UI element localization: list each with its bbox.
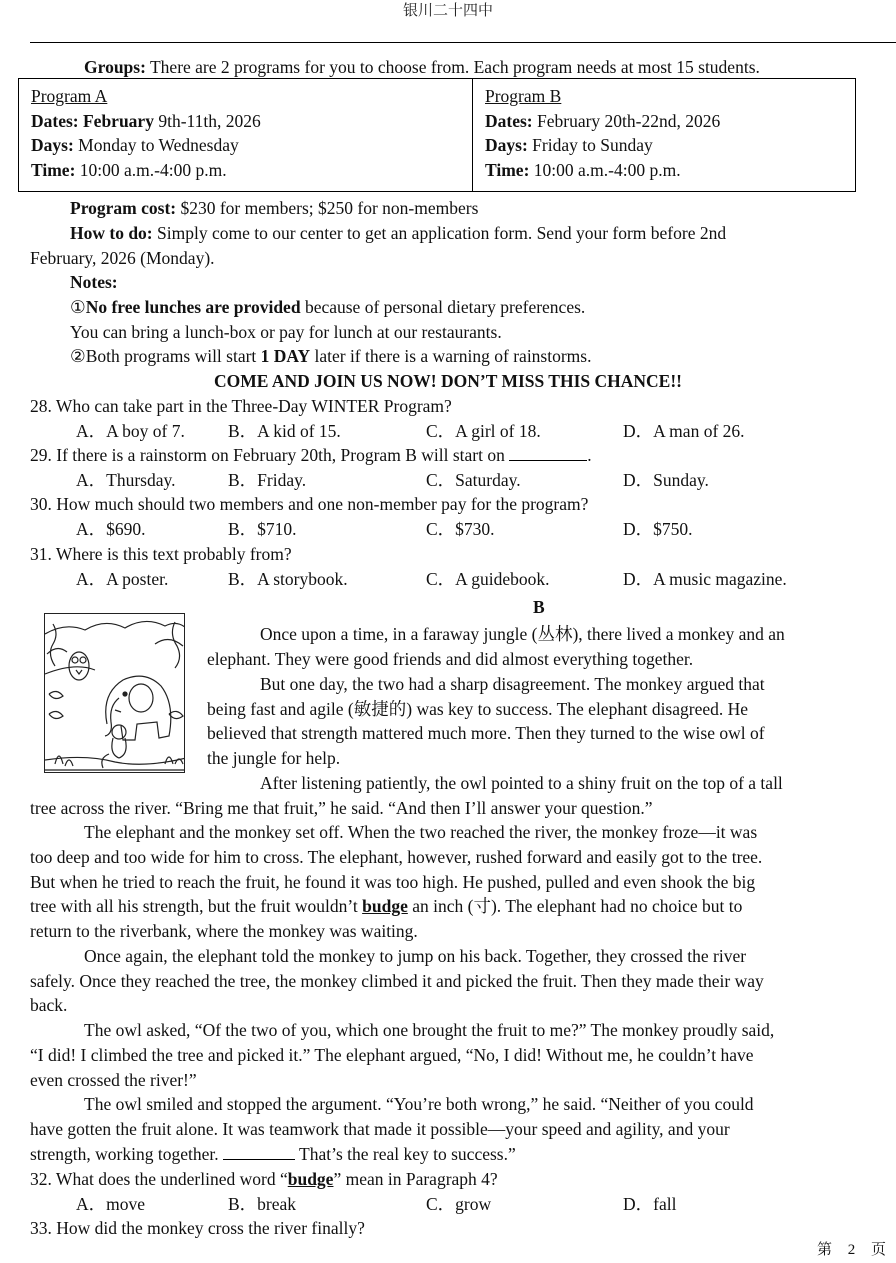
p7-line-3: strength, working together. That’s the real key to success.” bbox=[30, 1144, 516, 1164]
program-b-dates: Dates: February 20th-22nd, 2026 bbox=[485, 110, 721, 131]
header-rule bbox=[30, 42, 896, 43]
slogan: COME AND JOIN US NOW! DON’T MISS THIS CHANCE!! bbox=[213, 371, 682, 391]
p2-line-3: believed that strength mattered much more. Then they turned to the wise owl of bbox=[207, 723, 765, 743]
q28-option-d: D．A man of 26. bbox=[623, 421, 745, 441]
q29-option-a: A．Thursday. bbox=[76, 470, 176, 490]
p7-line-2: have gotten the fruit alone. It was teamwork that made it possible—your speed and agility, and your bbox=[30, 1119, 730, 1139]
q28-option-c: C．A girl of 18. bbox=[426, 421, 541, 441]
p6-line-3: even crossed the river!” bbox=[30, 1070, 197, 1090]
program-a-days: Days: Monday to Wednesday bbox=[31, 135, 239, 156]
question-31: 31. Where is this text probably from? bbox=[30, 544, 292, 564]
note-2: ②Both programs will start 1 DAY later if there is a warning of rainstorms. bbox=[70, 346, 592, 366]
p4-line-4: tree with all his strength, but the fruit wouldn’t budge an inch (寸). The elephant had no choice but to bbox=[30, 896, 743, 916]
answer-blank bbox=[223, 1143, 295, 1160]
q30-option-a: A．$690. bbox=[76, 519, 146, 539]
how-to-line-1: How to do: Simply come to our center to get an application form. Send your form before 2nd bbox=[70, 223, 727, 243]
underlined-word-budge: budge bbox=[362, 896, 408, 916]
q29-option-c: C．Saturday. bbox=[426, 470, 521, 490]
p3-line-1: After listening patiently, the owl pointed to a shiny fruit on the top of a tall bbox=[260, 773, 783, 793]
notes-label: Notes: bbox=[70, 272, 118, 292]
question-30: 30. How much should two members and one non-member pay for the program? bbox=[30, 494, 589, 514]
question-29: 29. If there is a rainstorm on February 20th, Program B will start on . bbox=[30, 445, 592, 465]
p2-line-4: the jungle for help. bbox=[207, 748, 341, 768]
q32-option-b: B．break bbox=[228, 1194, 297, 1214]
p4-line-5: return to the riverbank, where the monkey was waiting. bbox=[30, 921, 418, 941]
program-a-cell bbox=[19, 79, 473, 191]
program-table bbox=[18, 78, 856, 192]
p3-line-2: tree across the river. “Bring me that fruit,” he said. “And then I’ll answer your question.” bbox=[30, 798, 653, 818]
question-28: 28. Who can take part in the Three-Day WINTER Program? bbox=[30, 396, 452, 416]
p5-line-2: safely. Once they reached the tree, the monkey climbed it and picked the fruit. Then they made their way bbox=[30, 971, 764, 991]
section-b-title: B bbox=[533, 597, 545, 617]
program-a-time: Time: 10:00 a.m.-4:00 p.m. bbox=[31, 159, 227, 180]
note-1: ①No free lunches are provided because of personal dietary preferences. bbox=[70, 297, 586, 317]
q30-option-b: B．$710. bbox=[228, 519, 297, 539]
monkey-elephant-owl-drawing bbox=[45, 614, 185, 773]
p6-line-2: “I did! I climbed the tree and picked it.” The elephant argued, “No, I did! Without me, he couldn’t have bbox=[30, 1045, 754, 1065]
program-b-days: Days: Friday to Sunday bbox=[485, 135, 653, 156]
q32-option-c: C．grow bbox=[426, 1194, 492, 1214]
how-to-line-2: February, 2026 (Monday). bbox=[30, 248, 215, 268]
groups-line: Groups: There are 2 programs for you to choose from. Each program needs at most 15 students. bbox=[84, 57, 760, 77]
question-33: 33. How did the monkey cross the river finally? bbox=[30, 1218, 365, 1238]
q29-option-d: D．Sunday. bbox=[623, 470, 709, 490]
q31-option-c: C．A guidebook. bbox=[426, 569, 550, 589]
program-b-time: Time: 10:00 a.m.-4:00 p.m. bbox=[485, 159, 681, 180]
note-1-line-2: You can bring a lunch-box or pay for lunch at our restaurants. bbox=[70, 322, 502, 342]
program-b-cell bbox=[473, 79, 855, 191]
p1-line-2: elephant. They were good friends and did almost everything together. bbox=[207, 649, 694, 669]
p4-line-1: The elephant and the monkey set off. When the two reached the river, the monkey froze—it was bbox=[84, 822, 758, 842]
program-cost: Program cost: $230 for members; $250 for non-members bbox=[70, 198, 479, 218]
p6-line-1: The owl asked, “Of the two of you, which one brought the fruit to me?” The monkey proudly said, bbox=[84, 1020, 775, 1040]
q32-option-a: A．move bbox=[76, 1194, 146, 1214]
answer-blank bbox=[509, 444, 587, 461]
q28-option-a: A．A boy of 7. bbox=[76, 421, 185, 441]
p5-line-1: Once again, the elephant told the monkey to jump on his back. Together, they crossed the river bbox=[84, 946, 747, 966]
q28-option-b: B．A kid of 15. bbox=[228, 421, 341, 441]
q31-option-b: B．A storybook. bbox=[228, 569, 348, 589]
p4-line-3: But when he tried to reach the fruit, he found it was too high. He pushed, pulled and even shook the big bbox=[30, 872, 756, 892]
q30-option-d: D．$750. bbox=[623, 519, 693, 539]
p7-line-1: The owl smiled and stopped the argument. “You’re both wrong,” he said. “Neither of you could bbox=[84, 1094, 754, 1114]
q31-option-a: A．A poster. bbox=[76, 569, 169, 589]
p1-line-1: Once upon a time, in a faraway jungle (丛林), there lived a monkey and an bbox=[260, 624, 785, 644]
p4-line-2: too deep and too wide for him to cross. The elephant, however, rushed forward and easily got to the tree. bbox=[30, 847, 763, 867]
q30-option-c: C．$730. bbox=[426, 519, 495, 539]
q32-option-d: D．fall bbox=[623, 1194, 677, 1214]
p2-line-2: being fast and agile (敏捷的) was key to success. The elephant disagreed. He bbox=[207, 699, 749, 719]
school-header: 银川二十四中 bbox=[402, 3, 493, 19]
program-a-dates: Dates: February 9th-11th, 2026 bbox=[31, 110, 261, 131]
q31-option-d: D．A music magazine. bbox=[623, 569, 787, 589]
program-b-name: Program B bbox=[485, 86, 562, 106]
q29-option-b: B．Friday. bbox=[228, 470, 307, 490]
p2-line-1: But one day, the two had a sharp disagreement. The monkey argued that bbox=[260, 674, 765, 694]
question-32: 32. What does the underlined word “budge” mean in Paragraph 4? bbox=[30, 1169, 498, 1189]
story-illustration bbox=[44, 613, 185, 773]
program-a-name: Program A bbox=[31, 86, 108, 106]
p5-line-3: back. bbox=[30, 995, 68, 1015]
page-number: 第 2 页 bbox=[816, 1242, 892, 1258]
